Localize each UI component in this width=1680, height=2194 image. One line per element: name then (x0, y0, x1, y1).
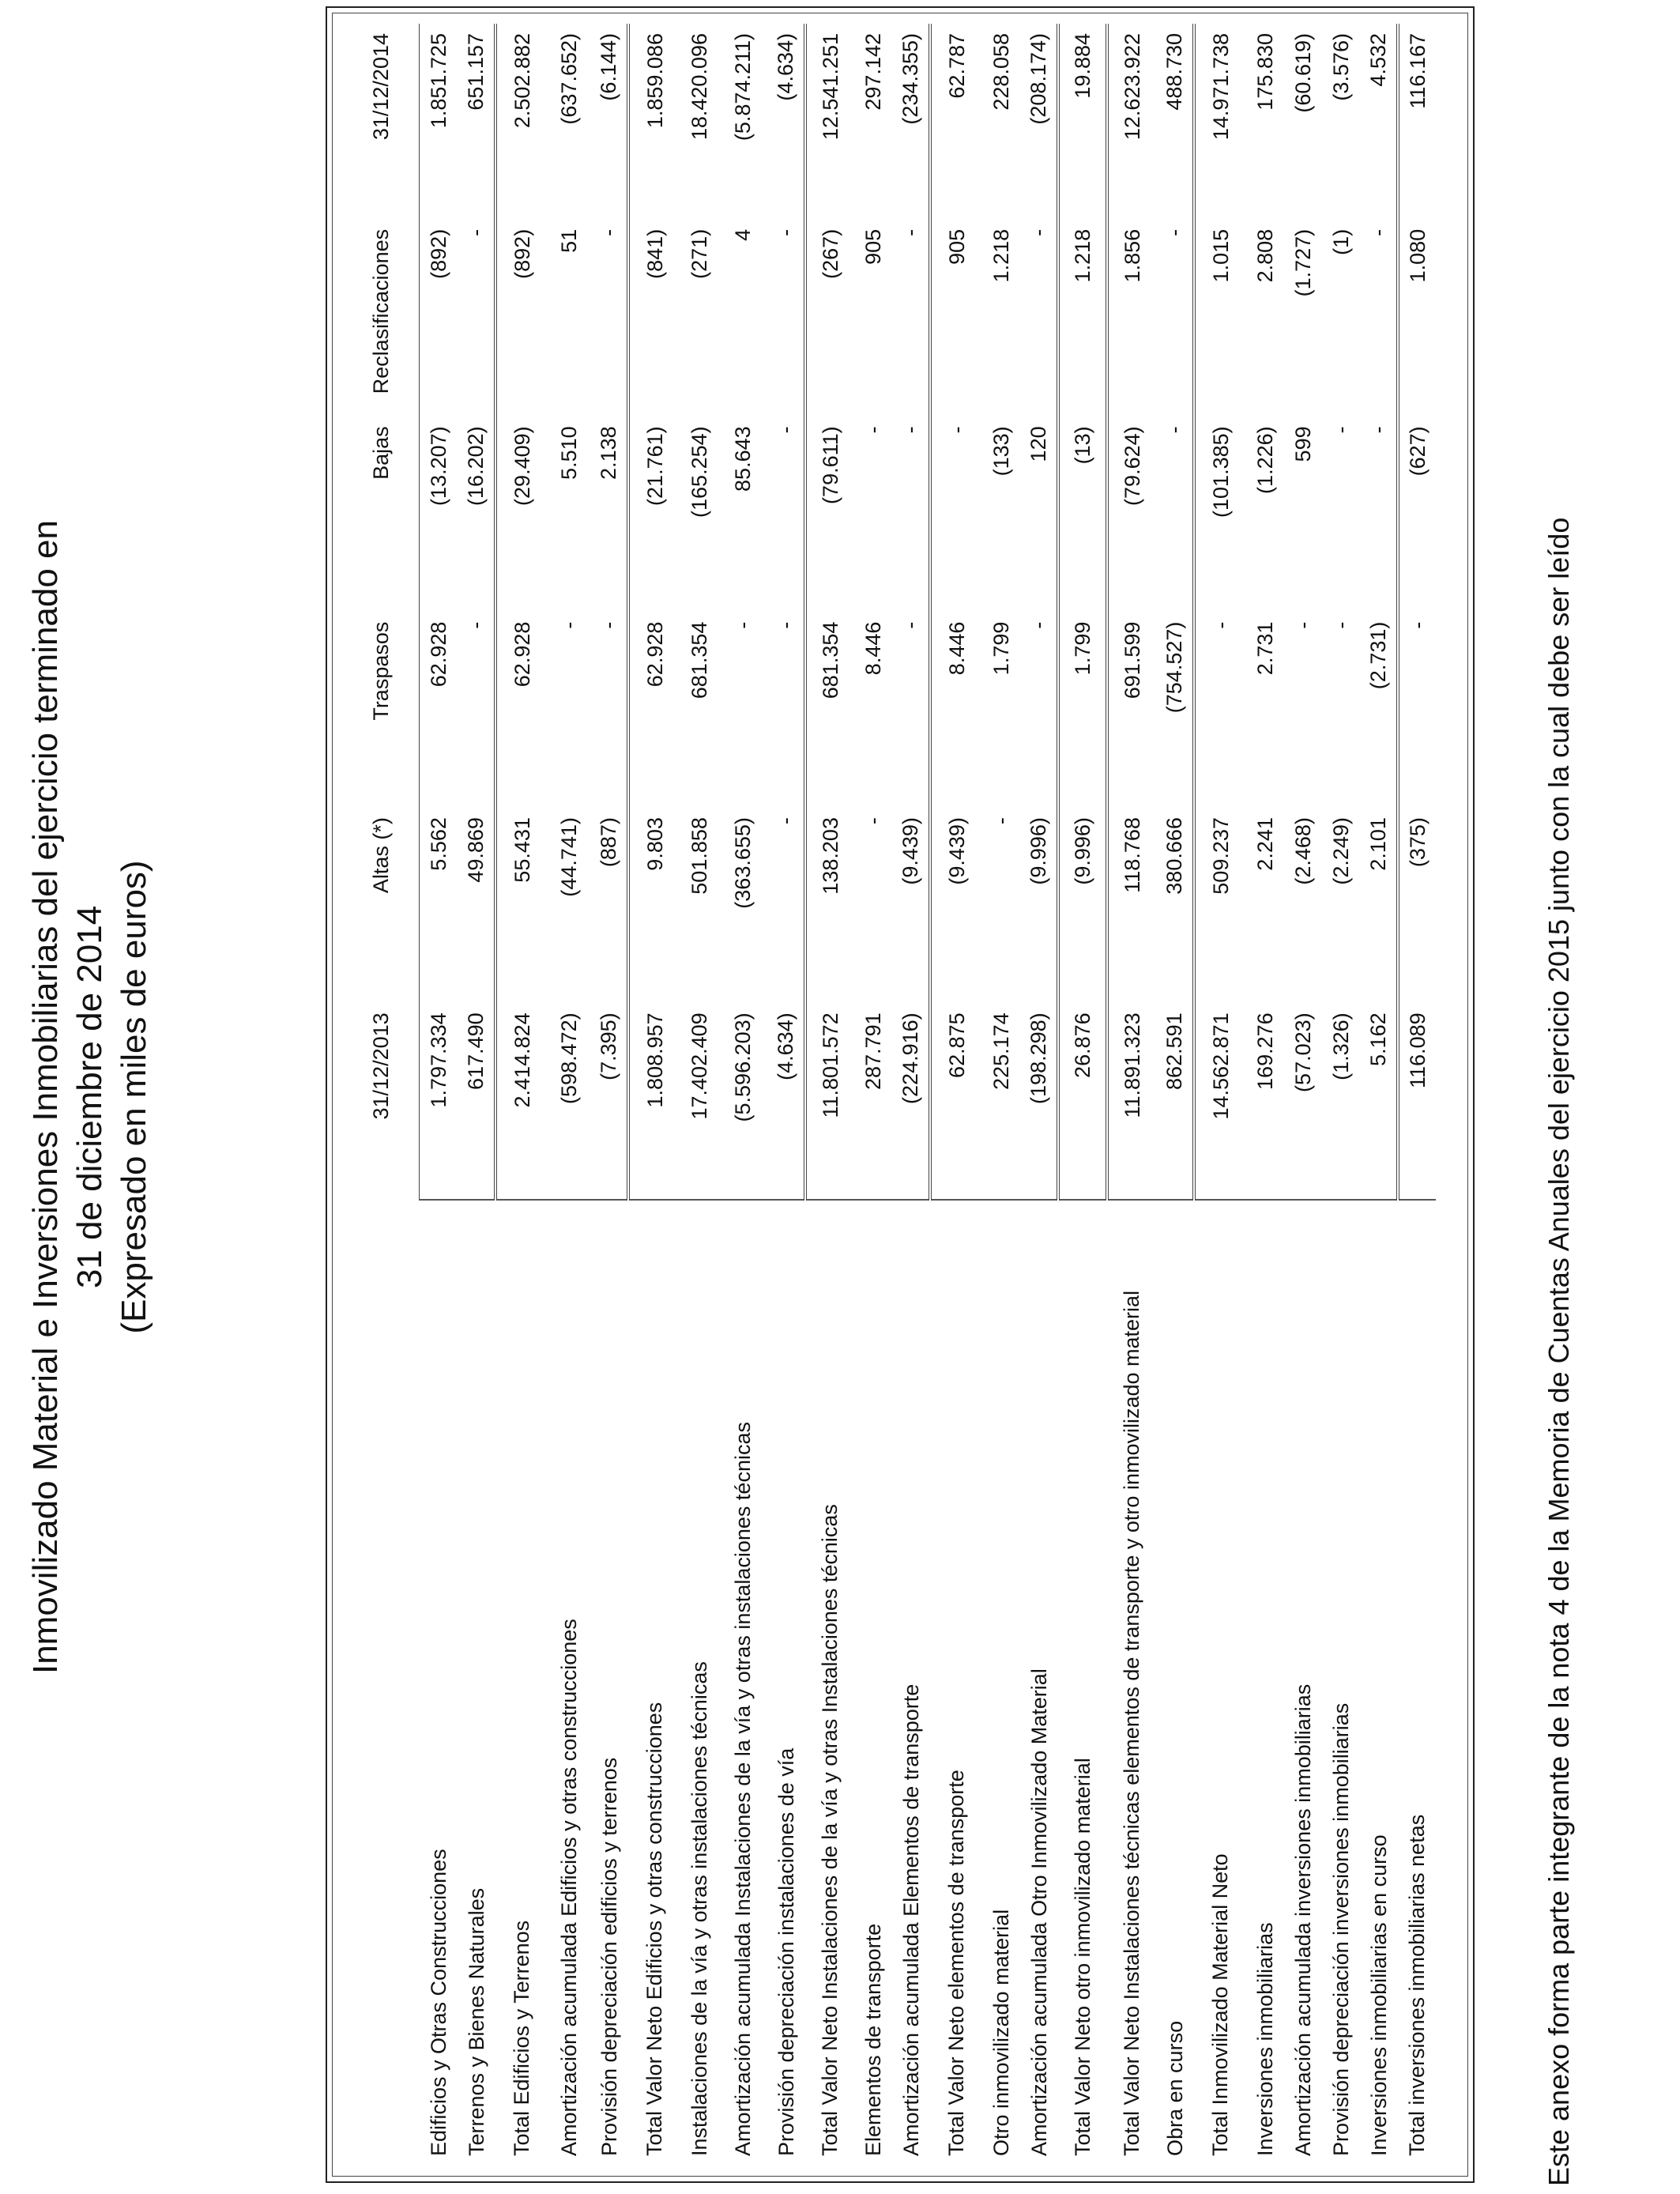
row-value: (892) (426, 228, 450, 279)
row-value: - (1290, 621, 1315, 629)
row-value: 62.928 (628, 613, 680, 808)
row-value: - (1194, 613, 1246, 808)
table-row (854, 24, 892, 2166)
row-value: 4.532 (1365, 33, 1390, 87)
title-block (24, 0, 156, 2194)
row-value: (754.527) (1162, 621, 1186, 714)
table-row (1322, 24, 1360, 2166)
row-value: (271) (687, 228, 711, 279)
row-value: 118.768 (1107, 808, 1156, 1003)
row-value: 8.446 (861, 621, 885, 676)
row-value: (60.619) (1290, 33, 1315, 113)
row-value: (44.741) (556, 817, 581, 897)
row-value: - (898, 621, 922, 629)
row-value: 2.808 (1252, 228, 1277, 283)
row-value: (4.634) (773, 1012, 797, 1080)
row-value: - (898, 426, 922, 434)
row-label: Inversiones inmobiliarias (1246, 1200, 1284, 2166)
row-value: (198.298) (1026, 1012, 1050, 1104)
row-value: 14.562.871 (1194, 1003, 1246, 1200)
row-value: - (1365, 426, 1390, 434)
row-label: Amortización acumulada Elementos de transporte (892, 1200, 930, 2166)
row-value: 19.884 (1058, 24, 1107, 220)
row-value: (57.023) (1290, 1012, 1315, 1092)
table-row (420, 24, 458, 2166)
row-value: (165.254) (687, 426, 711, 518)
row-value: 599 (1290, 426, 1315, 462)
row-value: 62.928 (426, 621, 450, 688)
row-value: - (1162, 426, 1186, 434)
row-value: 62.875 (930, 1003, 982, 1200)
row-value: (1.226) (1252, 426, 1277, 494)
row-value: - (773, 621, 797, 629)
row-value: 14.971.738 (1194, 24, 1246, 220)
row-value: 55.431 (495, 808, 548, 1003)
table-row (1246, 24, 1284, 2166)
column-header: 31/12/2013 (343, 1003, 420, 1200)
row-value: (29.409) (495, 417, 548, 612)
table-row (1156, 24, 1194, 2166)
row-value: 1.797.334 (426, 1012, 450, 1108)
row-value: - (861, 426, 885, 434)
row-value: (9.439) (898, 817, 922, 885)
row-label: Total inversiones inmobiliarias netas (1398, 1200, 1436, 2166)
row-value: 297.142 (861, 33, 885, 111)
row-value: 228.058 (989, 33, 1013, 111)
row-value: (7.395) (596, 1012, 620, 1080)
row-value: 1.808.957 (628, 1003, 680, 1200)
row-value: 2.731 (1252, 621, 1277, 676)
table-row (458, 24, 495, 2166)
table-row (628, 24, 680, 2166)
row-value: - (989, 817, 1013, 825)
row-value: 62.787 (930, 24, 982, 220)
row-value: (3.576) (1328, 33, 1353, 101)
row-value: 501.858 (687, 817, 711, 895)
row-value: (2.249) (1328, 817, 1353, 885)
row-value: 2.502.882 (495, 24, 548, 220)
row-value: 12.541.251 (805, 24, 854, 220)
row-label: Otro inmovilizado material (982, 1200, 1020, 2166)
row-value: (1) (1328, 228, 1353, 255)
row-value: 1.851.725 (426, 33, 450, 129)
row-value: (234.355) (898, 33, 922, 125)
row-value: - (861, 817, 885, 825)
table-row (718, 24, 767, 2166)
row-label: Total Valor Neto Edificios y otras construcciones (628, 1200, 680, 2166)
row-value: 2.101 (1365, 817, 1390, 871)
row-value: (841) (628, 220, 680, 417)
row-value: 49.869 (463, 817, 488, 883)
row-value: (21.761) (628, 417, 680, 612)
footer-note: Este anexo forma parte integrante de la nota 4 de la Memoria de Cuentas Anuales del ejercicio 2015 junto con la cual debe ser leído (1543, 517, 1575, 2186)
row-value: (887) (596, 817, 620, 868)
title-line-1: Inmovilizado Material e Inversiones Inmobiliarias del ejercicio terminado en (26, 520, 65, 1675)
row-value: 1.859.086 (628, 24, 680, 220)
row-label: Provisión depreciación inversiones inmobiliarias (1322, 1200, 1360, 2166)
row-value: 380.666 (1162, 817, 1186, 895)
table-row (805, 24, 854, 2166)
row-value: 1.856 (1107, 220, 1156, 417)
title-line-2: 31 de diciembre de 2014 (70, 905, 109, 1289)
row-value: 17.402.409 (687, 1012, 711, 1120)
table-row (1194, 24, 1246, 2166)
table-row (495, 24, 548, 2166)
row-value: 2.414.824 (495, 1003, 548, 1200)
row-value: (598.472) (556, 1012, 581, 1104)
row-value: (6.144) (596, 33, 620, 101)
row-value: 862.591 (1162, 1012, 1186, 1090)
row-value: 120 (1026, 426, 1050, 462)
row-value: 225.174 (989, 1012, 1013, 1090)
row-value: (2.468) (1290, 817, 1315, 885)
row-value: (5.596.203) (730, 1012, 755, 1122)
row-label: Total Valor Neto elementos de transporte (930, 1200, 982, 2166)
row-value: - (1026, 228, 1050, 236)
row-label: Total Valor Neto otro inmovilizado material (1058, 1200, 1107, 2166)
row-value: - (1328, 621, 1353, 629)
row-value: (1.326) (1328, 1012, 1353, 1080)
row-value: (13.207) (426, 426, 450, 506)
row-label: Obra en curso (1156, 1200, 1194, 2166)
table-row (1284, 24, 1322, 2166)
column-header: 31/12/2014 (343, 24, 420, 220)
row-value: - (1026, 621, 1050, 629)
row-value: (16.202) (463, 426, 488, 506)
table-row (767, 24, 805, 2166)
row-value: - (596, 621, 620, 629)
row-value: 681.354 (805, 613, 854, 808)
row-value: - (730, 621, 755, 629)
row-value: (627) (1398, 417, 1436, 612)
row-value: (375) (1398, 808, 1436, 1003)
row-label: Total Edificios y Terrenos (495, 1200, 548, 2166)
row-value: 1.799 (1058, 613, 1107, 808)
table-row (1020, 24, 1058, 2166)
row-value: 116.089 (1398, 1003, 1436, 1200)
row-value: 1.218 (1058, 220, 1107, 417)
row-value: - (596, 228, 620, 236)
row-value: 11.891.323 (1107, 1003, 1156, 1200)
row-value: - (463, 228, 488, 236)
row-value: 169.276 (1252, 1012, 1277, 1090)
row-value: 85.643 (730, 426, 755, 492)
row-value: 9.803 (628, 808, 680, 1003)
row-value: 4 (730, 228, 755, 241)
row-label: Amortización acumulada Instalaciones de la vía y otras instalaciones técnicas (718, 1200, 767, 2166)
row-value: 62.928 (495, 613, 548, 808)
column-header: Traspasos (343, 613, 420, 808)
table-frame (326, 6, 1475, 2183)
row-label: Amortización acumulada inversiones inmobiliarias (1284, 1200, 1322, 2166)
row-label: Elementos de transporte (854, 1200, 892, 2166)
row-value: (4.634) (773, 33, 797, 101)
row-value: 617.490 (463, 1012, 488, 1090)
table-row (1398, 24, 1436, 2166)
table-row (548, 24, 590, 2166)
row-value: (9.439) (930, 808, 982, 1003)
row-value: 5.562 (426, 817, 450, 871)
table-row (1058, 24, 1107, 2166)
header-label-cell (343, 1200, 420, 2166)
row-value: (208.174) (1026, 33, 1050, 125)
row-value: 681.354 (687, 621, 711, 699)
table-row (892, 24, 930, 2166)
row-label: Edificios y Otras Construcciones (420, 1200, 458, 2166)
row-value: 651.157 (463, 33, 488, 111)
row-label: Instalaciones de la vía y otras instalaciones técnicas (680, 1200, 718, 2166)
column-header: Altas (*) (343, 808, 420, 1003)
row-value: 5.162 (1365, 1012, 1390, 1066)
row-value: (363.655) (730, 817, 755, 909)
row-value: 11.801.572 (805, 1003, 854, 1200)
row-value: - (463, 621, 488, 629)
row-value: 138.203 (805, 808, 854, 1003)
row-value: 175.830 (1252, 33, 1277, 111)
row-value: (1.727) (1290, 228, 1315, 297)
row-value: - (898, 228, 922, 236)
row-label: Provisión depreciación instalaciones de vía (767, 1200, 805, 2166)
row-label: Total Inmovilizado Material Neto (1194, 1200, 1246, 2166)
row-value: 12.623.922 (1107, 24, 1156, 220)
row-value: (101.385) (1194, 417, 1246, 612)
row-value: - (1398, 613, 1436, 808)
table-row (680, 24, 718, 2166)
row-value: - (773, 426, 797, 434)
row-value: - (930, 417, 982, 612)
row-value: - (773, 228, 797, 236)
column-header: Reclasificaciones (343, 220, 420, 417)
row-label: Total Valor Neto Instalaciones de la vía y otras Instalaciones técnicas (805, 1200, 854, 2166)
row-value: 691.599 (1107, 613, 1156, 808)
row-value: - (1328, 426, 1353, 434)
row-value: - (1162, 228, 1186, 236)
table-row (1107, 24, 1156, 2166)
row-value: (13) (1058, 417, 1107, 612)
row-label: Inversiones inmobiliarias en curso (1360, 1200, 1398, 2166)
row-value: 287.791 (861, 1012, 885, 1090)
row-value: 509.237 (1194, 808, 1246, 1003)
row-value: (9.996) (1026, 817, 1050, 885)
row-value: 488.730 (1162, 33, 1186, 111)
row-value: (79.624) (1107, 417, 1156, 612)
row-value: (267) (805, 220, 854, 417)
row-label: Provisión depreciación edificios y terrenos (590, 1200, 628, 2166)
row-value: (637.652) (556, 33, 581, 125)
row-value: 2.241 (1252, 817, 1277, 871)
column-header: Bajas (343, 417, 420, 612)
header-row (343, 24, 420, 2166)
table-row (1360, 24, 1398, 2166)
row-value: (79.611) (805, 417, 854, 612)
row-value: 26.876 (1058, 1003, 1107, 1200)
table-row (590, 24, 628, 2166)
row-value: 8.446 (930, 613, 982, 808)
row-label: Terrenos y Bienes Naturales (458, 1200, 495, 2166)
row-value: 5.510 (556, 426, 581, 480)
table-row (982, 24, 1020, 2166)
row-value: 18.420.096 (687, 33, 711, 141)
row-label: Total Valor Neto Instalaciones técnicas elementos de transporte y otro inmovilizado material (1107, 1200, 1156, 2166)
table-body (420, 24, 1436, 2166)
row-label: Amortización acumulada Edificios y otras construcciones (548, 1200, 590, 2166)
row-value: 1.218 (989, 228, 1013, 283)
title-line-3: (Expresado en miles de euros) (115, 860, 153, 1334)
row-value: - (773, 817, 797, 825)
row-label: Amortización acumulada Otro Inmovilizado Material (1020, 1200, 1058, 2166)
row-value: (224.916) (898, 1012, 922, 1104)
row-value: (2.731) (1365, 621, 1390, 690)
table-row (930, 24, 982, 2166)
row-value: 2.138 (596, 426, 620, 480)
row-value: (9.996) (1058, 808, 1107, 1003)
row-value: 51 (556, 228, 581, 253)
row-value: (5.874.211) (730, 33, 755, 141)
row-value: - (1365, 228, 1390, 236)
row-value: 905 (861, 228, 885, 265)
fixed-assets-table (343, 24, 1436, 2166)
row-value: (892) (495, 220, 548, 417)
row-value: 1.799 (989, 621, 1013, 676)
row-value: 1.015 (1194, 220, 1246, 417)
row-value: - (556, 621, 581, 629)
row-value: 116.167 (1398, 24, 1436, 220)
row-value: 905 (930, 220, 982, 417)
row-value: (133) (989, 426, 1013, 477)
row-value: 1.080 (1398, 220, 1436, 417)
